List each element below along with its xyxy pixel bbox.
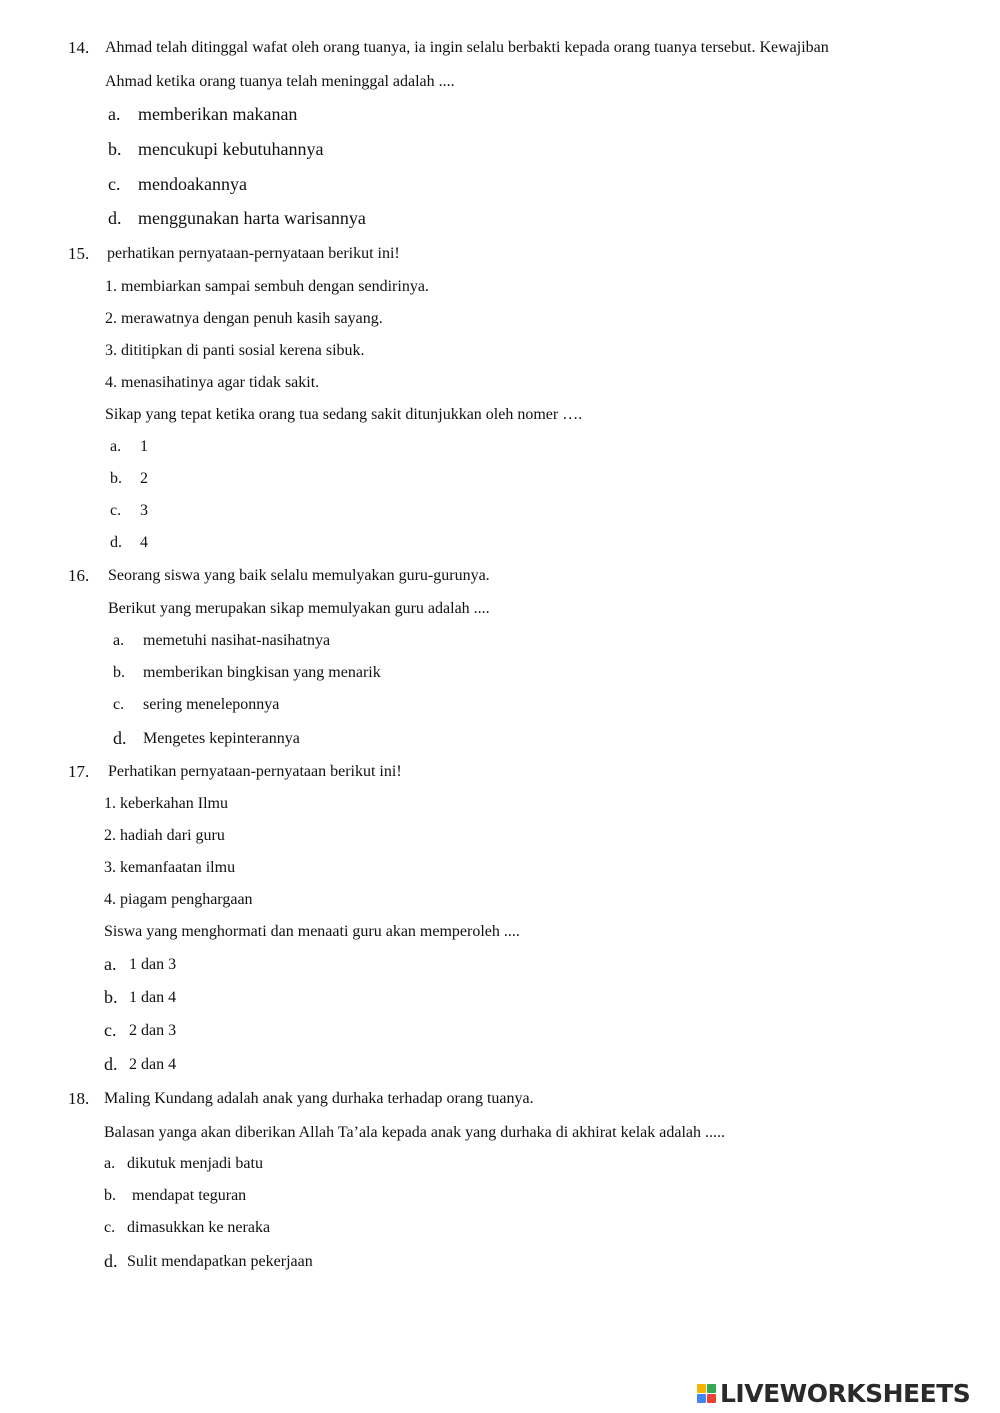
question-16-stem-line-2: Berikut yang merupakan sikap memulyakan guru adalah .... xyxy=(108,600,490,617)
q18-option-c-text: dimasukkan ke neraka xyxy=(127,1219,271,1236)
q18-option-a-text: dikutuk menjadi batu xyxy=(127,1155,263,1172)
q18-option-d-text: Sulit mendapatkan pekerjaan xyxy=(127,1253,313,1270)
q15-statement-1: 1. membiarkan sampai sembuh dengan sendirinya. xyxy=(105,278,429,295)
liveworksheets-logo-icon xyxy=(697,1384,716,1403)
q15-statement-2: 2. merawatnya dengan penuh kasih sayang. xyxy=(105,310,383,327)
q16-option-c-letter: c. xyxy=(113,696,125,713)
q14-option-a-letter: a. xyxy=(108,104,121,124)
q17-option-a-letter: a. xyxy=(104,954,117,974)
q17-option-b-text: 1 dan 4 xyxy=(129,989,177,1006)
q17-option-c-letter: c. xyxy=(104,1020,117,1040)
q14-option-d-letter: d. xyxy=(108,208,122,228)
q14-option-d-text: menggunakan harta warisannya xyxy=(138,208,366,228)
liveworksheets-watermark xyxy=(697,1378,970,1408)
q14-option-c-letter: c. xyxy=(108,174,121,194)
q18-option-b-letter: b. xyxy=(104,1187,116,1204)
q16-option-a-letter: a. xyxy=(113,632,125,649)
question-18-number: 18. xyxy=(68,1089,90,1108)
q15-option-a-text: 1 xyxy=(140,438,148,455)
question-18-stem-line-2: Balasan yanga akan diberikan Allah Ta’ala kepada anak yang durhaka di akhirat kelak adalah ..... xyxy=(104,1124,725,1141)
q16-option-c-text: sering meneleponnya xyxy=(143,696,280,713)
q17-option-a-text: 1 dan 3 xyxy=(129,956,177,973)
question-17-stem: Perhatikan pernyataan-pernyataan berikut ini! xyxy=(108,763,402,780)
q17-prompt: Siswa yang menghormati dan menaati guru akan memperoleh .... xyxy=(104,923,520,940)
q16-option-a-text: memetuhi nasihat-nasihatnya xyxy=(143,632,331,649)
question-15-number: 15. xyxy=(68,244,90,263)
question-14-number: 14. xyxy=(68,38,90,57)
question-16-stem-line-1: Seorang siswa yang baik selalu memulyakan guru-gurunya. xyxy=(108,567,490,584)
q14-option-b-letter: b. xyxy=(108,139,122,159)
q16-option-d-letter: d. xyxy=(113,728,127,748)
q14-option-a-text: memberikan makanan xyxy=(138,104,298,124)
q18-option-a-letter: a. xyxy=(104,1155,116,1172)
q17-statement-1: 1. keberkahan Ilmu xyxy=(104,795,228,812)
q15-prompt: Sikap yang tepat ketika orang tua sedang sakit ditunjukkan oleh nomer …. xyxy=(105,406,583,423)
q18-option-b-text: mendapat teguran xyxy=(132,1187,247,1204)
q17-option-d-letter: d. xyxy=(104,1054,118,1074)
q15-statement-4: 4. menasihatinya agar tidak sakit. xyxy=(105,374,320,391)
q15-option-a-letter: a. xyxy=(110,438,122,455)
q16-option-b-text: memberikan bingkisan yang menarik xyxy=(143,664,381,681)
q15-option-d-text: 4 xyxy=(140,534,148,551)
q15-option-d-letter: d. xyxy=(110,534,122,551)
q18-option-d-letter: d. xyxy=(104,1251,118,1271)
q17-option-c-text: 2 dan 3 xyxy=(129,1022,177,1039)
q17-statement-2: 2. hadiah dari guru xyxy=(104,827,225,844)
q16-option-b-letter: b. xyxy=(113,664,125,681)
q16-option-d-text: Mengetes kepinterannya xyxy=(143,730,300,747)
q14-option-b-text: mencukupi kebutuhannya xyxy=(138,139,324,159)
q17-option-b-letter: b. xyxy=(104,987,118,1007)
q17-option-d-text: 2 dan 4 xyxy=(129,1056,177,1073)
question-16-number: 16. xyxy=(68,566,90,585)
q18-option-c-letter: c. xyxy=(104,1219,116,1236)
question-18-stem-line-1: Maling Kundang adalah anak yang durhaka terhadap orang tuanya. xyxy=(104,1090,534,1107)
q15-option-c-text: 3 xyxy=(140,502,148,519)
q17-statement-4: 4. piagam penghargaan xyxy=(104,891,253,908)
q14-option-c-text: mendoakannya xyxy=(138,174,247,194)
q17-statement-3: 3. kemanfaatan ilmu xyxy=(104,859,236,876)
question-14-stem-line-2: Ahmad ketika orang tuanya telah meninggal adalah .... xyxy=(105,73,455,90)
q15-statement-3: 3. dititipkan di panti sosial kerena sibuk. xyxy=(105,342,365,359)
question-15-stem: perhatikan pernyataan-pernyataan berikut ini! xyxy=(107,245,400,262)
q15-option-b-letter: b. xyxy=(110,470,122,487)
question-17-number: 17. xyxy=(68,762,90,781)
question-14-stem-line-1: Ahmad telah ditinggal wafat oleh orang tuanya, ia ingin selalu berbakti kepada orang tuanya tersebut. Kewajiban xyxy=(105,39,829,56)
q15-option-c-letter: c. xyxy=(110,502,122,519)
watermark-text: LIVEWORKSHEETS xyxy=(720,1378,971,1408)
q15-option-b-text: 2 xyxy=(140,470,148,487)
